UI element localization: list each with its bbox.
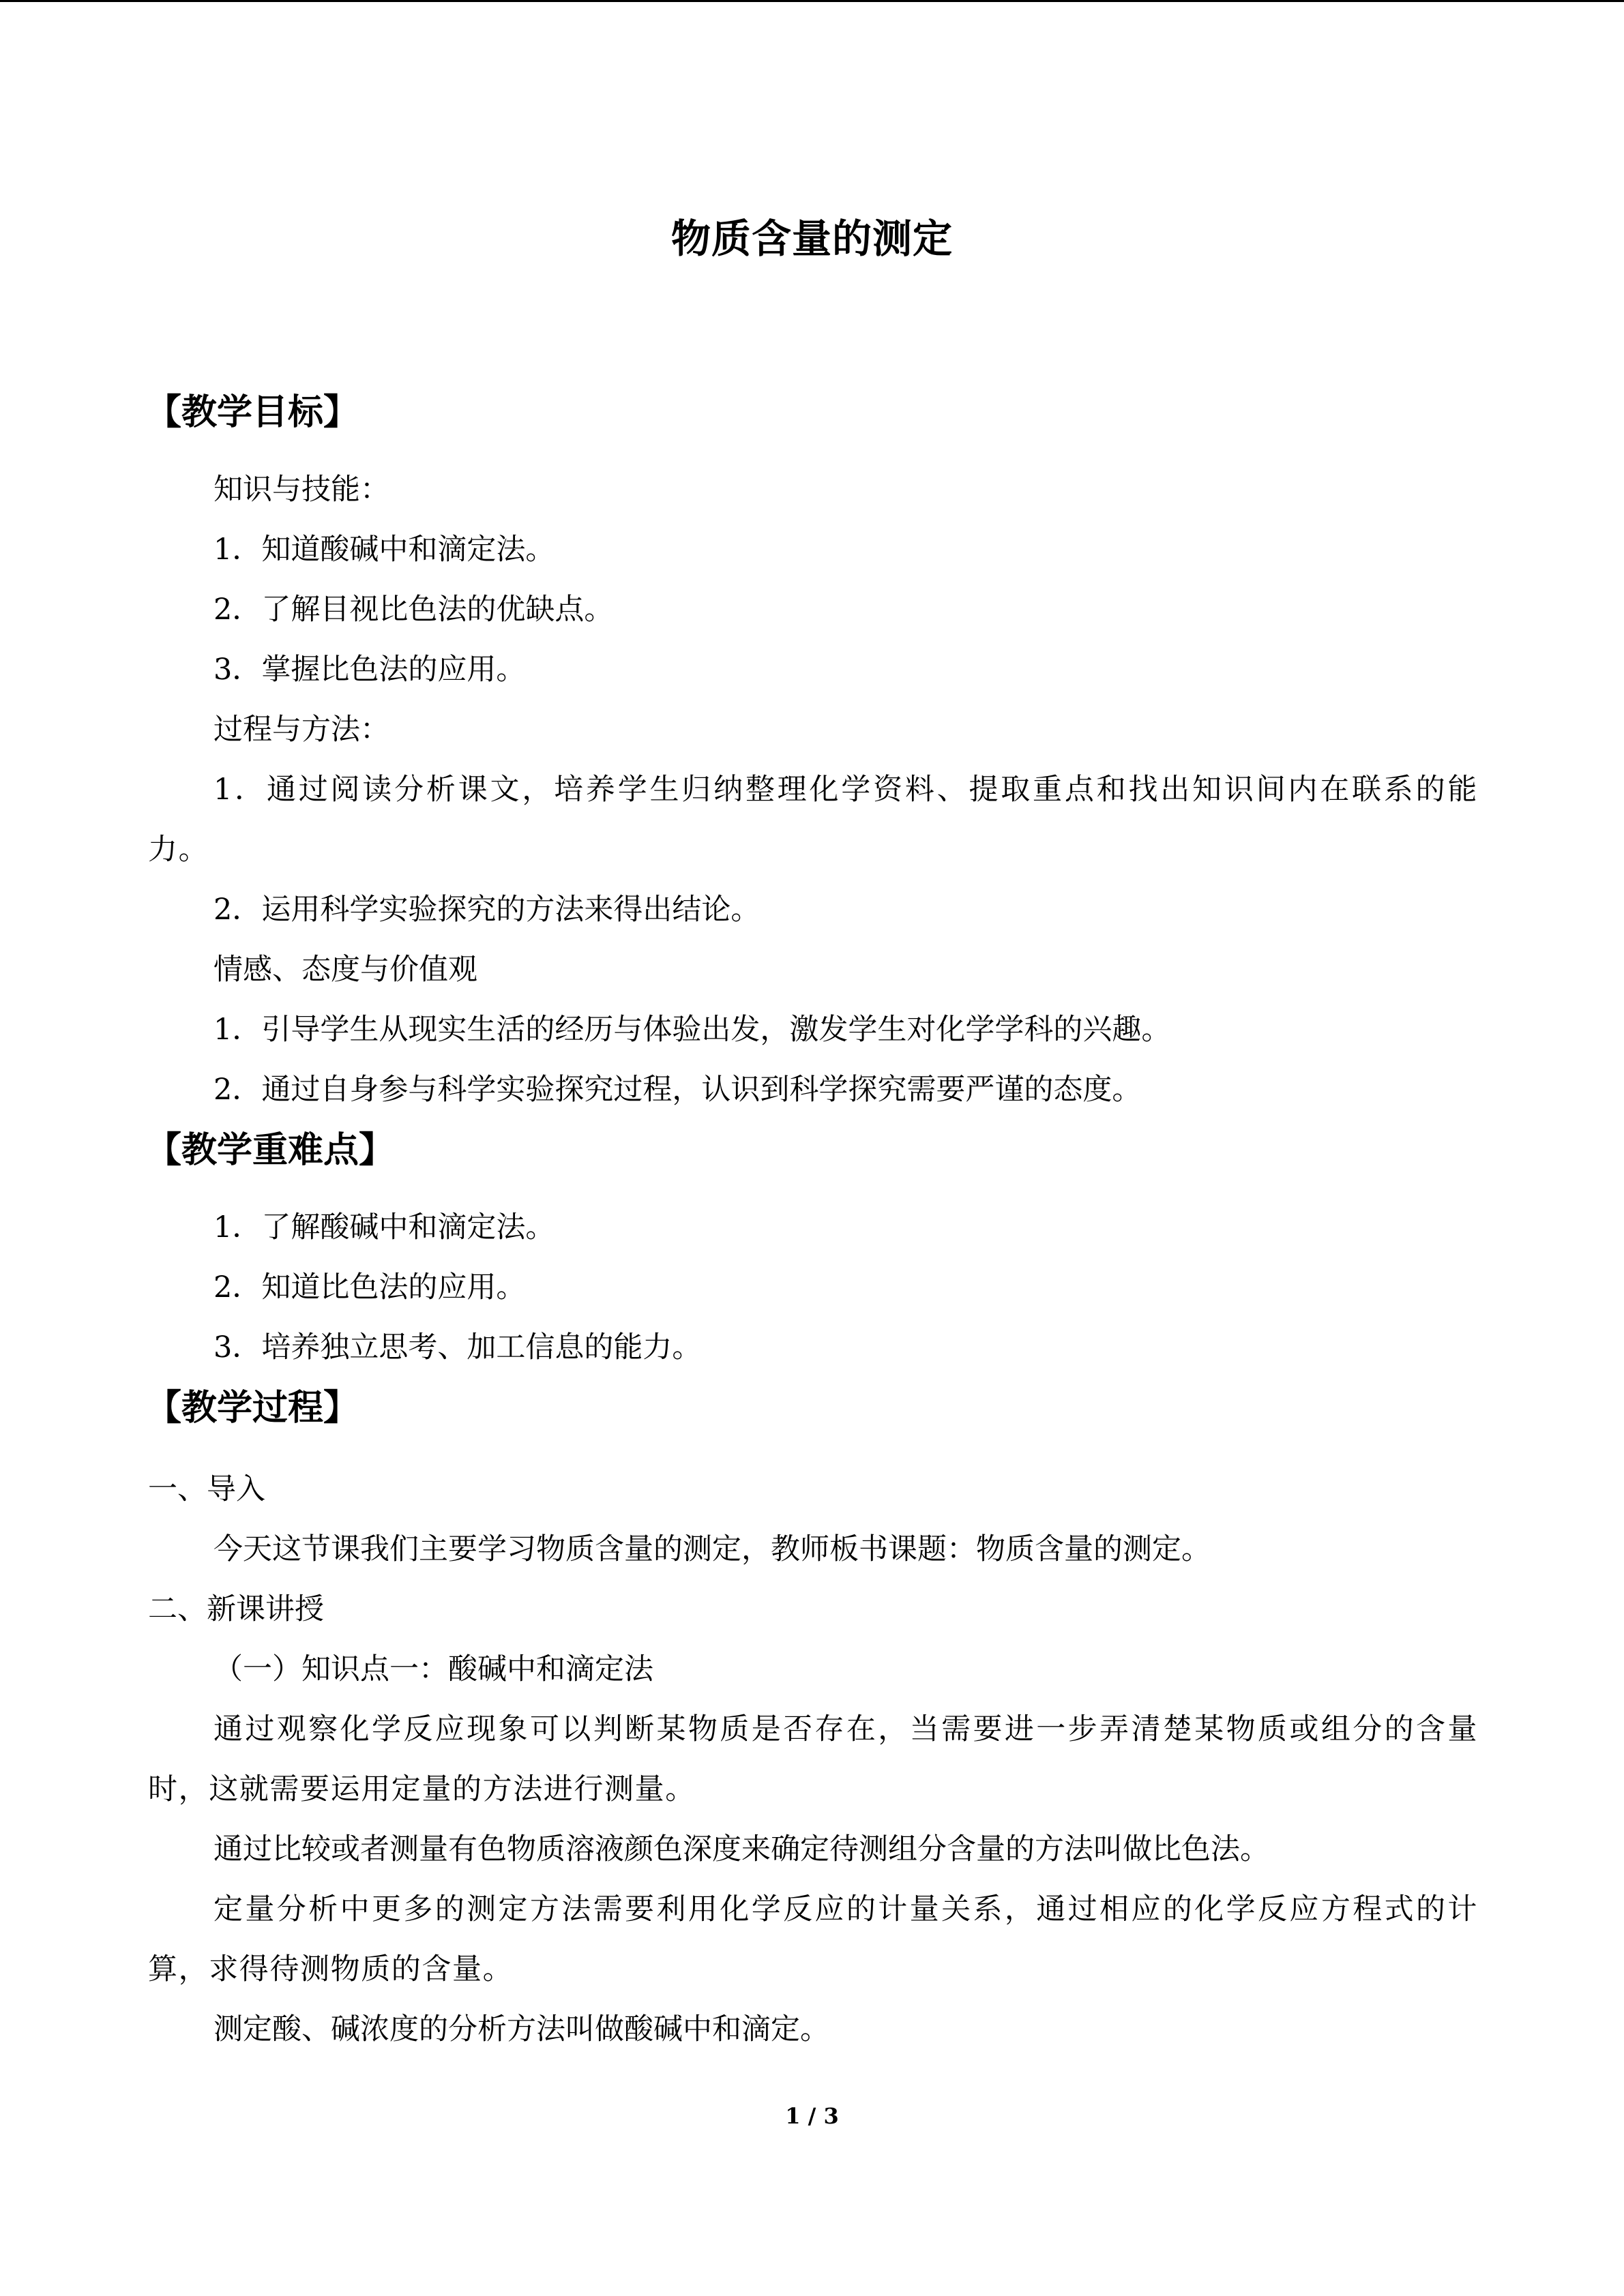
list-item: 3．培养独立思考、加工信息的能力。 — [213, 1330, 702, 1365]
knowledge-label: 知识与技能： — [213, 473, 389, 507]
intro-label: 一、导入 — [148, 1472, 265, 1506]
list-item: 2．通过自身参与科学实验探究过程，认识到科学探究需要严谨的态度。 — [213, 1073, 1142, 1107]
paragraph: 测定酸、碱浓度的分析方法叫做酸碱中和滴定。 — [213, 2012, 829, 2046]
page-number: 1 / 3 — [785, 2103, 839, 2129]
list-item: 1．引导学生从现实生活的经历与体验出发，激发学生对化学学科的兴趣。 — [213, 1013, 1171, 1047]
list-item: 2．了解目视比色法的优缺点。 — [213, 593, 614, 627]
paragraph: 通过比较或者测量有色物质溶液颜色深度来确定待测组分含量的方法叫做比色法。 — [213, 1832, 1269, 1866]
section-heading-key-points: 【教学重难点】 — [146, 1129, 395, 1171]
section-heading-goals: 【教学目标】 — [146, 391, 359, 433]
list-item: 1．了解酸碱中和滴定法。 — [213, 1210, 555, 1244]
process-method-label: 过程与方法： — [213, 713, 389, 747]
section-heading-process: 【教学过程】 — [146, 1387, 359, 1429]
point1-label: （一）知识点一：酸碱中和滴定法 — [213, 1652, 653, 1686]
list-item: 2．知道比色法的应用。 — [213, 1270, 526, 1304]
top-border-line — [0, 0, 1624, 2]
list-item: 1．通过阅读分析课文，培养学生归纳整理化学资料、提取重点和找出知识间内在联系的能力。 — [148, 773, 1478, 867]
intro-text: 今天这节课我们主要学习物质含量的测定，教师板书课题：物质含量的测定。 — [213, 1532, 1211, 1566]
list-item: 1．知道酸碱中和滴定法。 — [213, 533, 555, 567]
list-item: 3．掌握比色法的应用。 — [213, 653, 526, 687]
paragraph: 定量分析中更多的测定方法需要利用化学反应的计量关系，通过相应的化学反应方程式的计算，求得待测物质的含量。 — [148, 1892, 1478, 1986]
emotion-label: 情感、态度与价值观 — [213, 953, 477, 987]
new-lesson-label: 二、新课讲授 — [148, 1592, 324, 1626]
list-item: 2．运用科学实验探究的方法来得出结论。 — [213, 893, 761, 927]
document-title: 物质含量的测定 — [670, 215, 953, 262]
document-body — [148, 382, 1478, 2059]
paragraph: 通过观察化学反应现象可以判断某物质是否存在，当需要进一步弄清楚某物质或组分的含量时，这就需要运用定量的方法进行测量。 — [148, 1712, 1478, 1806]
